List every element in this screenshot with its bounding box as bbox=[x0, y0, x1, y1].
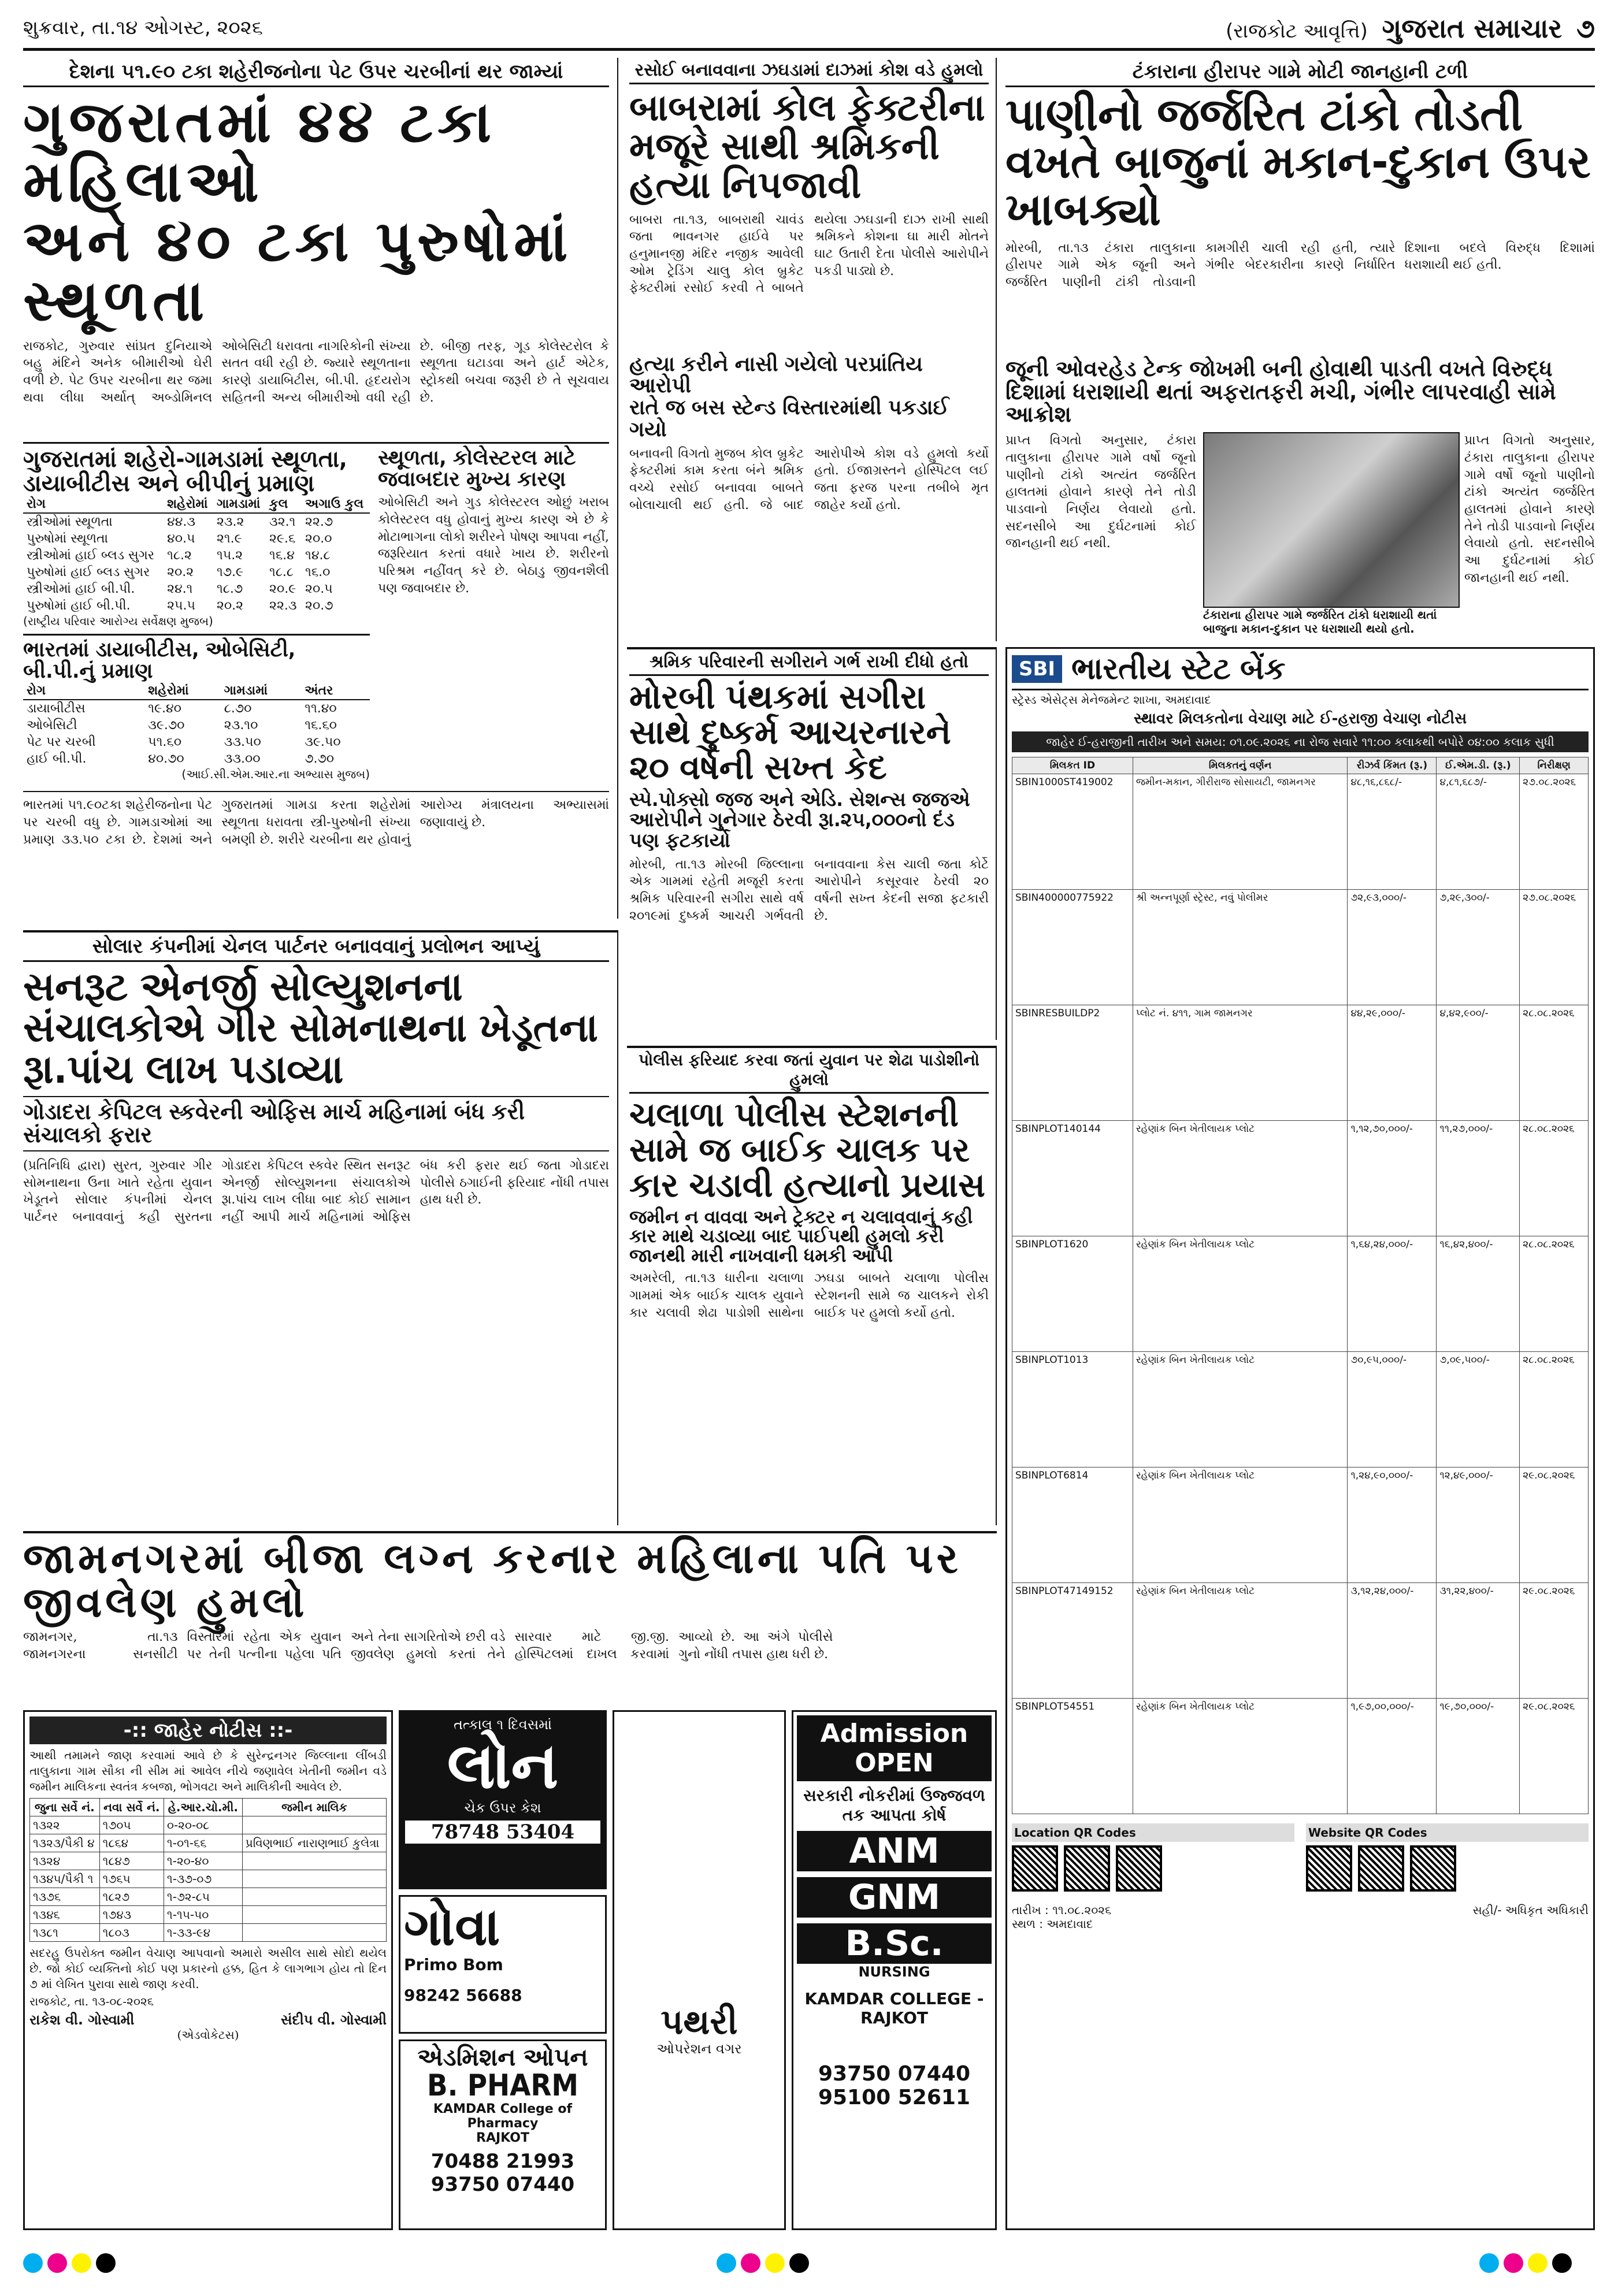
table-cell: ૧૬.૦ bbox=[305, 564, 331, 579]
table-cell: ૭,૨૯,૩૦૦/- bbox=[1437, 889, 1520, 1005]
obesity-headline-1: ગુજરાતમાં ૪૪ ટકા મહિલાઓ bbox=[23, 90, 496, 215]
notice-signatory-2: સંદીપ વી. ગોસ્વામી bbox=[281, 2012, 387, 2028]
registration-marks-left bbox=[23, 2253, 254, 2282]
cyan-dot bbox=[1479, 2253, 1499, 2273]
solar-article bbox=[23, 930, 618, 1525]
table-cell: ૨૭.૦૮.૨૦૨૬ bbox=[1520, 889, 1589, 1005]
table-cell: ૧૪.૮ bbox=[305, 548, 331, 563]
registration-marks-center bbox=[717, 2253, 948, 2282]
table-cell: SBIN400000775922 bbox=[1012, 889, 1133, 1005]
table-cell bbox=[242, 1852, 386, 1870]
sbi-notice bbox=[1005, 647, 1595, 2230]
pharmacy-ad-phone-1[interactable]: 70488 21993 bbox=[431, 2149, 575, 2173]
solar-body: (પ્રતિનિધિ દ્વારા) સુરત, ગુરુવાર ગીર સોમનાથના ઉના ખાતે રહેતા યુવાન ખેડૂતને સોલાર કંપનીમાં ચેનલ પાર્ટનર બનાવવાનું કહી સુરતના ગોડાદરા કેપિટલ સ્કવેર સ્થિત સનરૂટ એનર્જી સોલ્યુશનના સંચાલકોએ રૂા.પાંચ લાખ લીધા બાદ કોઈ સામાન નહીં આપી માર્ચ મહિનામાં ઓફિસ બંધ કરી ફરાર થઈ જતા ગોડાદરા પોલીસે ઠગાઈની ફરિયાદ નોંધી તપાસ હાથ ધરી છે. bbox=[23, 1158, 609, 1225]
notice-intro: આથી તમામને જાણ કરવામાં આવે છે કે સુરેન્દ્રનગર જિલ્લાના લીંબડી તાલુકાના ગામ સૌકા ની સીમ માં આવેલ નીચે જણાવેલ ખેતીની જમીન વડે જમીન માલિકના સ્વતંત્ર કબજા, ભોગવટા અને માલિકીની આવેલ છે. bbox=[29, 1748, 387, 1793]
obesity-kicker: દેશના ૫૧.૯૦ ટકા શહેરીજનોના પેટ ઉપર ચરબીનાં થર જામ્યાં bbox=[23, 58, 609, 87]
table-cell: ૧૮૬૪ bbox=[99, 1834, 164, 1852]
babra-sub-2: રાતે જ બસ સ્ટેન્ડ વિસ્તારમાંથી પકડાઈ ગયો bbox=[629, 396, 949, 441]
table-cell: જમીન-મકાન, ગીરીરાજ સોસાયટી, જામનગર bbox=[1133, 774, 1348, 889]
table-cell: ૧૯.૪૦ bbox=[148, 701, 181, 716]
table-cell: ૧૩૮૧ bbox=[30, 1924, 100, 1942]
table-cell: ૩૧,૨૨,૪૦૦/- bbox=[1437, 1582, 1520, 1698]
loan-ad[interactable] bbox=[399, 1710, 607, 1889]
issue-date: શુક્રવાર, તા.૧૪ ઓગસ્ટ, ૨૦૨૬ bbox=[23, 16, 263, 39]
nursing-ad-course-bsc-sub: NURSING bbox=[858, 1964, 930, 1980]
loan-ad-title: લોન bbox=[447, 1729, 559, 1803]
column-header: અંતર bbox=[301, 682, 370, 700]
table-row bbox=[23, 717, 370, 734]
nursing-ad-phone-1[interactable]: 93750 07440 bbox=[818, 2062, 971, 2086]
obesity-body: રાજકોટ, ગુરુવાર સાંપ્રત દુનિયાએ બહુ મંદિને અનેક બીમારીઓ ઘેરી વળી છે. પેટ ઉપર ચરબીના થર જમા થવા લીધા અર્થાત્ અબ્ડોમિનલ ઓબેસિટી ધરાવતા નાગરિકોની સંખ્યા સતત વધી રહી છે. જ્યારે સ્થૂળતાના કારણે ડાયાબિટીસ, બી.પી. હૃદયરોગ સહિતની અન્ય બીમારીઓ વધી રહી છે. બીજી તરફ, ગૂડ કોલેસ્ટરોલ કે સ્થૂળતા ઘટાડવા અને હાર્ટ એટેક, સ્ટ્રોકથી બચવા જરૂરી છે તે સૂચવાય છે. bbox=[23, 339, 609, 405]
black-dot bbox=[96, 2253, 116, 2273]
table-cell: સ્ત્રીઓમાં હાઈ બી.પી. bbox=[27, 581, 135, 596]
table-cell: ૧૩૨૩/પૈકી ૪ bbox=[30, 1834, 100, 1852]
column-header: ગામડામાં bbox=[221, 682, 301, 700]
nursing-ad-open: Admission OPEN bbox=[797, 1715, 992, 1781]
jamnagar-article bbox=[23, 1531, 997, 1704]
sbi-logo: SBI bbox=[1012, 655, 1062, 683]
table-row bbox=[1012, 1120, 1589, 1236]
column-header: રોગ bbox=[23, 496, 164, 513]
nursing-ad[interactable] bbox=[792, 1710, 997, 2230]
table-cell: ૨૧.૯ bbox=[216, 531, 242, 546]
sbi-website-qr-title: Website QR Codes bbox=[1306, 1823, 1589, 1842]
sbi-location-qr-title: Location QR Codes bbox=[1012, 1823, 1294, 1842]
tankara-body-3: પ્રાપ્ત વિગતો અનુસાર, ટંકારા તાલુકાના હીરાપર ગામે વર્ષો જૂનો પાણીનો ટાંકો અત્યંત જર્જરિત હાલતમાં હોવાને કારણે તેને તોડી પાડવાનો નિર્ણય લેવાયો હતો. સદનસીબે આ દુર્ઘટનામાં કોઈ જાનહાની થઈ નથી. bbox=[1464, 433, 1595, 585]
table-cell: હાઈ બી.પી. bbox=[27, 752, 87, 767]
table-cell: ૩,૧૨,૨૪,૦૦૦/- bbox=[1348, 1582, 1437, 1698]
sbi-date: તારીખ : ૧૧.૦૮.૨૦૨૬ bbox=[1012, 1903, 1112, 1917]
table-cell: ૧૬,૪૨,૪૦૦/- bbox=[1437, 1236, 1520, 1351]
table-cell: ૨૪.૧ bbox=[167, 581, 193, 596]
table-cell: ૨૯.૬ bbox=[269, 531, 296, 546]
table-cell: ૨૦.૯ bbox=[269, 581, 296, 596]
sbi-date-line: જાહેર ઈ-હરાજીની તારીખ અને સમય: ૦૧.૦૯.૨૦૨૬ ના રોજ સવારે ૧૧:૦૦ કલાકથી બપોરે ૦૪:૦૦ કલાક સુધી bbox=[1012, 731, 1589, 752]
india-stats-title: ભારતમાં ડાયાબીટીસ, ઓબેસિટી, બી.પી.નું પ્રમાણ bbox=[23, 634, 370, 683]
table-cell: ૩૯.૫૦ bbox=[305, 735, 341, 750]
table-cell: ૨૩.૧૦ bbox=[224, 718, 258, 733]
table-cell: ૧,૧૨,૭૦,૦૦૦/- bbox=[1348, 1120, 1437, 1236]
nursing-ad-college: KAMDAR COLLEGE - RAJKOT bbox=[804, 1989, 984, 2027]
sbi-place: સ્થળ : અમદાવાદ bbox=[1012, 1916, 1093, 1931]
nursing-ad-course-bsc: B.Sc. bbox=[797, 1923, 992, 1964]
table-cell: SBINPLOT1013 bbox=[1012, 1351, 1133, 1467]
table-row bbox=[30, 1888, 387, 1906]
tankara-photo bbox=[1203, 432, 1460, 608]
table-cell: ૨૮.૦૮.૨૦૨૬ bbox=[1520, 1005, 1589, 1120]
table-cell: SBINPLOT140144 bbox=[1012, 1120, 1133, 1236]
notice-table bbox=[29, 1798, 387, 1942]
table-cell: પ્લોટ નં. ૪૧૧, ગામ જામનગર bbox=[1133, 1005, 1348, 1120]
table-cell: ૧,૨૪,૯૦,૦૦૦/- bbox=[1348, 1467, 1437, 1582]
table-cell bbox=[242, 1924, 386, 1942]
table-row bbox=[23, 751, 370, 767]
sbi-branch: સ્ટ્રેસ્ડ એસેટ્સ મેનેજમેન્ટ શાખા, અમદાવાદ bbox=[1012, 692, 1211, 707]
table-cell: ૪,૮૧,૬૮૭/- bbox=[1437, 774, 1520, 889]
table-cell: SBINPLOT6814 bbox=[1012, 1467, 1133, 1582]
column-header: હે.આર.ચો.મી. bbox=[164, 1799, 242, 1816]
table-row bbox=[30, 1906, 387, 1924]
table-cell: ૧૬.૪ bbox=[269, 548, 295, 563]
table-cell: પુરુષોમાં સ્થૂળતા bbox=[27, 531, 109, 546]
babra-sub-1: હત્યા કરીને નાસી ગયેલો પરપ્રાંતિય આરોપી bbox=[629, 352, 923, 398]
morbi-article bbox=[627, 647, 997, 1040]
table-cell: ૧૭૪૩ bbox=[99, 1906, 164, 1924]
gujarat-stats bbox=[23, 447, 370, 783]
column-header: નવા સર્વે નં. bbox=[99, 1799, 164, 1816]
table-cell: ૧૮૪૭ bbox=[99, 1852, 164, 1870]
table-row bbox=[1012, 1005, 1589, 1120]
india-stats-note: (આઈ.સી.એમ.આર.ના અભ્યાસ મુજબ) bbox=[181, 767, 370, 782]
table-cell: ૧,૯૭,૦૦,૦૦૦/- bbox=[1348, 1698, 1437, 1814]
table-cell: ૧૫.૨ bbox=[216, 548, 243, 563]
nursing-ad-course-anm: ANM bbox=[797, 1831, 992, 1871]
gujarat-stats-table bbox=[23, 496, 370, 614]
table-row bbox=[1012, 1351, 1589, 1467]
table-cell: ૨૦.૦ bbox=[305, 531, 332, 546]
goa-ad-phone[interactable]: 98242 56688 bbox=[404, 1985, 522, 2005]
table-row bbox=[23, 734, 370, 751]
table-cell: ૨૩.૨ bbox=[216, 514, 244, 529]
magenta-dot bbox=[741, 2253, 760, 2273]
column-header: અગાઉ કુલ bbox=[302, 496, 370, 513]
website-qr-code[interactable] bbox=[1358, 1845, 1404, 1892]
table-cell: ૨૮.૦૮.૨૦૨૬ bbox=[1520, 1120, 1589, 1236]
goa-ad-title: ગોવા bbox=[404, 1897, 500, 1957]
table-row bbox=[30, 1834, 387, 1852]
table-cell bbox=[242, 1816, 386, 1834]
notice-footer: સદરહુ ઉપરોક્ત જમીન વેચાણ આપવાનો અમારો અસીલ સાથે સોદો થયેલ છે. જો કોઈ વ્યક્તિનો કોઈ પણ પ્રકારનો હક્ક, હિત કે લાગભાગ હોય તો દિન ૭ માં લેખિત પુરાવા સાથે જાણ કરવી. bbox=[29, 1946, 387, 1991]
table-row bbox=[1012, 889, 1589, 1005]
yellow-dot bbox=[72, 2253, 91, 2273]
table-cell: ૨૨.૩ bbox=[269, 598, 297, 613]
loan-ad-phone[interactable]: 78748 53404 bbox=[405, 1821, 600, 1844]
table-cell: ઓબેસિટી bbox=[27, 718, 77, 733]
black-dot bbox=[1552, 2253, 1572, 2273]
table-cell: ૩૯.૭૦ bbox=[148, 718, 185, 733]
table-cell: ૮.૭૦ bbox=[224, 701, 252, 716]
table-cell: રહેણાંક બિન ખેતીલાયક પ્લોટ bbox=[1133, 1582, 1348, 1698]
notice-title: -:: જાહેર નોટીસ ::- bbox=[29, 1717, 387, 1744]
table-cell: ૧-૭૨-૮૫ bbox=[164, 1888, 242, 1906]
table-cell: ૩૩.૫૦ bbox=[224, 735, 261, 750]
pharmacy-ad-course: B. PHARM bbox=[427, 2068, 578, 2104]
table-cell: SBINPLOT54551 bbox=[1012, 1698, 1133, 1814]
location-qr-code[interactable] bbox=[1116, 1845, 1162, 1892]
column-header: મિલકતનું વર્ણન bbox=[1133, 757, 1348, 774]
column-header: ગામડામાં bbox=[213, 496, 266, 513]
table-cell: ૨૨.૭ bbox=[305, 514, 333, 529]
pharmacy-ad[interactable] bbox=[399, 2039, 607, 2230]
table-cell: ૧-૩૩-૯૪ bbox=[164, 1924, 242, 1942]
india-stats-table bbox=[23, 682, 370, 767]
pathri-ad-title: પથરી bbox=[660, 2002, 738, 2042]
table-cell: ૧-૨૦-૪૦ bbox=[164, 1852, 242, 1870]
table-cell: રહેણાંક બિન ખેતીલાયક પ્લોટ bbox=[1133, 1698, 1348, 1814]
table-cell: રહેણાંક બિન ખેતીલાયક પ્લોટ bbox=[1133, 1351, 1348, 1467]
solar-kicker: સોલાર કંપનીમાં ચેનલ પાર્ટનર બનાવવાનું પ્રલોભન આપ્યું bbox=[23, 932, 609, 962]
table-row bbox=[30, 1816, 387, 1834]
morbi-subhead: સ્પે.પોક્સો જજ અને એડિ. સેશન્સ જજએ આરોપીને ગુનેગાર ઠેરવી રૂા.૨૫,૦૦૦નો દંડ પણ ફટકાર્યો bbox=[629, 787, 970, 853]
table-row bbox=[1012, 774, 1589, 889]
tankara-article bbox=[1005, 58, 1595, 641]
table-cell: ૧૮૨૭ bbox=[99, 1888, 164, 1906]
tankara-body: મોરબી, તા.૧૩ ટંકારા તાલુકાના હીરાપર ગામે એક જૂની અને જર્જરિત પાણીની ટાંકી તોડવાની કામગીરી ચાલી રહી હતી, ત્યારે ગંભીર બેદરકારીના કારણે નિર્ધારિત દિશાના બદલે વિરુદ્ધ દિશામાં ધરાશાયી થઈ હતી. bbox=[1005, 240, 1595, 290]
obesity-body-2: ભારતમાં ૫૧.૯૦ટકા શહેરીજનોના પેટ પર ચરબી વધુ છે. ગામડાઓમાં આ પ્રમાણ ૩૩.૫૦ ટકા છે. દેશમાં અને ગુજરાતમાં ગામડા કરતા શહેરોમાં સ્થૂળતા ધરાવતા સ્ત્રી-પુરુષોની સંખ્યા બમણી છે. શરીરે ચરબીના થર હોવાનું આરોગ્ય મંત્રાલયના અભ્યાસમાં જણાવાયું છે. bbox=[23, 791, 609, 919]
cyan-dot bbox=[717, 2253, 736, 2273]
table-cell: સ્ત્રીઓમાં હાઈ બ્લડ સુગર bbox=[27, 548, 155, 563]
table-cell: ૧૮.૨ bbox=[167, 548, 192, 563]
table-cell: ૨૦.૫ bbox=[305, 581, 333, 596]
babra-headline: બાબરામાં કોલ ફેક્ટરીના મજૂરે સાથી શ્રમિકની હત્યા નિપજાવી bbox=[629, 87, 985, 207]
column-header: કુલ bbox=[266, 496, 302, 513]
chalala-article bbox=[627, 1046, 997, 1525]
table-cell: SBINPLOT47149152 bbox=[1012, 1582, 1133, 1698]
nursing-ad-line: સરકારી નોકરીમાં ઉજ્જવળ તક આપતા કોર્ષ bbox=[803, 1786, 985, 1825]
paper-title bbox=[1226, 13, 1595, 45]
column-header: શહેરોમાં bbox=[144, 682, 221, 700]
loan-ad-sub: ચેક ઉપર કેશ bbox=[464, 1799, 541, 1816]
table-cell: ૧,૬૪,૨૪,૦૦૦/- bbox=[1348, 1236, 1437, 1351]
tankara-caption: ટંકારાના હીરાપર ગામે જર્જરિત ટાંકો ધરાશાયી થતાં બાજુના મકાન-દુકાન પર ધરાશાયી થયો હતો. bbox=[1203, 608, 1437, 636]
table-row bbox=[23, 597, 370, 614]
magenta-dot bbox=[47, 2253, 67, 2273]
pharmacy-ad-city: RAJKOT bbox=[476, 2130, 529, 2145]
table-cell: ૧૧.૪૦ bbox=[305, 701, 337, 716]
pharmacy-ad-phone-2[interactable]: 93750 07440 bbox=[431, 2172, 575, 2196]
obesity-side-head: સ્થૂળતા, કોલેસ્ટરલ માટે જવાબદાર મુખ્ય કારણ bbox=[378, 445, 576, 492]
masthead bbox=[23, 10, 1595, 51]
table-cell bbox=[242, 1906, 386, 1924]
chalala-kicker: પોલીસ ફરિયાદ કરવા જતાં યુવાન પર શેઢા પાડોશીનો હુમલો bbox=[629, 1048, 989, 1094]
cyan-dot bbox=[23, 2253, 43, 2273]
table-row bbox=[23, 564, 370, 581]
obesity-article bbox=[23, 58, 618, 919]
table-cell: ૧૭૦૫ bbox=[99, 1816, 164, 1834]
column-header: જમીન માલિક bbox=[242, 1799, 386, 1816]
table-row bbox=[1012, 1582, 1589, 1698]
table-row bbox=[23, 581, 370, 597]
table-cell: ૨૮.૦૮.૨૦૨૬ bbox=[1520, 1351, 1589, 1467]
table-cell: ૨૭.૦૮.૨૦૨૬ bbox=[1520, 774, 1589, 889]
babra-kicker: રસોઈ બનાવવાના ઝઘડામાં દાઝમાં કોશ વડે હુમલો bbox=[629, 58, 989, 84]
table-cell: ૧૧,૨૭,૦૦૦/- bbox=[1437, 1120, 1520, 1236]
table-cell: ૨૦.૭ bbox=[305, 598, 333, 613]
notice-signatory-1: રાકેશ વી. ગોસ્વામી bbox=[29, 2012, 135, 2028]
black-dot bbox=[789, 2253, 809, 2273]
location-qr-code[interactable] bbox=[1012, 1845, 1058, 1892]
jamnagar-headline: જામનગરમાં બીજા લગ્ન કરનાર મહિલાના પતિ પર જીવલેણ હુમલો bbox=[23, 1534, 962, 1626]
column-header: મિલકત ID bbox=[1012, 757, 1133, 774]
column-header: શહેરોમાં bbox=[164, 496, 213, 513]
solar-subhead: ગોડાદરા કેપિટલ સ્કવેરની ઓફિસ માર્ચ મહિનામાં બંધ કરી સંચાલકો ફરાર bbox=[23, 1096, 609, 1151]
sbi-name: ભારતીય સ્ટેટ બેંક bbox=[1071, 652, 1286, 686]
table-row bbox=[23, 513, 370, 530]
table-cell: SBINPLOT1620 bbox=[1012, 1236, 1133, 1351]
notice-date: રાજકોટ, તા. ૧૩-૦૮-૨૦૨૬ bbox=[29, 1994, 154, 2008]
morbi-body: મોરબી, તા.૧૩ મોરબી જિલ્લાના એક ગામમાં રહેતી મજૂરી કરતા શ્રમિક પરિવારની સગીરા સાથે વર્ષ ૨૦૧૯માં દુષ્કર્મ આચરી ગર્ભવતી બનાવવાના કેસ ચાલી જતા કોર્ટે આરોપીને કસૂરવાર ઠેરવી ૨૦ વર્ષની સખ્ત કેદની સજા ફટકારી છે. bbox=[629, 857, 989, 923]
table-cell: ૨૮.૦૮.૨૦૨૬ bbox=[1520, 1236, 1589, 1351]
table-cell: ૦-૨૦-૦૮ bbox=[164, 1816, 242, 1834]
table-cell: ૪૪.૩ bbox=[167, 514, 196, 529]
chalala-headline: ચલાળા પોલીસ સ્ટેશનની સામે જ બાઈક ચાલક પર કાર ચડાવી હત્યાનો પ્રયાસ bbox=[629, 1095, 986, 1205]
column-header: રોગ bbox=[23, 682, 144, 700]
tankara-headline: પાણીનો જર્જરિત ટાંકો તોડતી વખતે બાજુનાં મકાન-દુકાન ઉપર ખાબક્યો bbox=[1005, 89, 1591, 236]
column-header: જુના સર્વે નં. bbox=[30, 1799, 100, 1816]
nursing-ad-course-gnm: GNM bbox=[797, 1877, 992, 1918]
table-row bbox=[1012, 1467, 1589, 1582]
edition: (રાજકોટ આવૃત્તિ) bbox=[1226, 20, 1368, 43]
table-cell: ૨૫.૫ bbox=[167, 598, 195, 613]
table-cell: ૨૦.૨ bbox=[216, 598, 244, 613]
goa-ad-brand: Primo Bom bbox=[404, 1955, 503, 1974]
pharmacy-ad-head: એડમિશન ઓપન bbox=[417, 2043, 588, 2071]
table-cell: ૧૩૪૬ bbox=[30, 1906, 100, 1924]
table-cell: શ્રી અન્નપૂર્ણા સ્ટ્રેસ્ટ, નવું પોલીમર bbox=[1133, 889, 1348, 1005]
obesity-headline-2: અને ૪૦ ટકા પુરુષોમાં સ્થૂળતા bbox=[23, 208, 573, 334]
table-cell: ૧૭૬૫ bbox=[99, 1870, 164, 1888]
table-cell: ૪૮,૧૬,૮૬૮/- bbox=[1348, 774, 1437, 889]
sbi-table bbox=[1012, 757, 1589, 1814]
table-cell: ૭,૦૯,૫૦૦/- bbox=[1437, 1351, 1520, 1467]
table-row bbox=[30, 1870, 387, 1888]
pharmacy-ad-college: KAMDAR College of Pharmacy bbox=[433, 2101, 573, 2131]
table-cell: રહેણાંક બિન ખેતીલાયક પ્લોટ bbox=[1133, 1467, 1348, 1582]
table-cell: ૧૯,૭૦,૦૦૦/- bbox=[1437, 1698, 1520, 1814]
morbi-headline: મોરબી પંથકમાં સગીરા સાથે દુષ્કર્મ આચરનારને ૨૦ વર્ષની સખ્ત કેદ bbox=[629, 677, 951, 787]
table-cell: ૧૮.૮ bbox=[269, 564, 294, 579]
table-cell: પ્રવિણભાઈ નારાણભાઈ કુલેત્રા bbox=[242, 1834, 386, 1852]
table-cell: ૧-૧૫-૫૦ bbox=[164, 1906, 242, 1924]
table-cell: રહેણાંક બિન ખેતીલાયક પ્લોટ bbox=[1133, 1236, 1348, 1351]
jamnagar-body: જામનગર, તા.૧૩ જામનગરના સનસીટી વિસ્તારમાં રહેતા એક યુવાન પર તેની પત્નીના પહેલા પતિ અને તેના સાગરિતોએ છરી વડે જીવલેણ હુમલો કરતાં તેને સારવાર માટે જી.જી. હોસ્પિટલમાં દાખલ કરવામાં આવ્યો છે. આ અંગે પોલીસે ગુનો નોંધી તપાસ હાથ ધરી છે. bbox=[23, 1630, 833, 1662]
table-cell: ૪૪,૨૯,૦૦૦/- bbox=[1348, 1005, 1437, 1120]
table-cell: ૧૩૨૪ bbox=[30, 1852, 100, 1870]
column-header: રીઝર્વ કિંમત (રૂ.) bbox=[1348, 757, 1437, 774]
table-cell: ૧૮.૭ bbox=[216, 581, 243, 596]
paper-name: ગુજરાત સમાચાર bbox=[1382, 13, 1563, 44]
classifieds-ad[interactable] bbox=[613, 1710, 786, 2230]
table-cell: SBINRESBUILDP2 bbox=[1012, 1005, 1133, 1120]
babra-article bbox=[627, 58, 997, 641]
table-cell: ૧-૩૭-૦૭ bbox=[164, 1870, 242, 1888]
chalala-body: અમરેલી, તા.૧૩ ધારીના ચલાળા ગામમાં એક બાઈક ચાલક યુવાને કાર ચલાવી શેઢા પાડોશી સાથેના ઝઘડા બાબતે ચલાળા પોલીસ સ્ટેશનની સામે જ ચાલકને રોકી બાઈક પર હુમલો કર્યો હતો. bbox=[629, 1271, 989, 1320]
table-cell: ૩૨.૧ bbox=[269, 514, 296, 529]
table-cell: પેટ પર ચરબી bbox=[27, 735, 96, 750]
table-cell: પુરુષોમાં હાઈ બી.પી. bbox=[27, 598, 131, 613]
table-cell: ૧૨,૪૯,૦૦૦/- bbox=[1437, 1467, 1520, 1582]
website-qr-code[interactable] bbox=[1410, 1845, 1456, 1892]
table-cell: ૪૦.૫ bbox=[167, 531, 195, 546]
table-row bbox=[30, 1924, 387, 1942]
table-cell: ૨૯.૦૮.૨૦૨૬ bbox=[1520, 1467, 1589, 1582]
babra-body: બાબરા તા.૧૩, બાબરાથી ચાવંડ જતા ભાવનગર હાઈવે પર હનુમાનજી મંદિર નજીક આવેલી ઓમ ટ્રેડિંગ ચાલુ કોલ બ્રુકેટ ફેક્ટરીમાં રસોઈ કરવી તે બાબતે થયેલા ઝઘડાની દાઝ રાખી સાથી શ્રમિકને કોશના ઘા મારી મોતને ઘાટ ઉતારી દેતા પોલીસે આરોપીને પકડી પાડ્યો છે. bbox=[629, 212, 989, 296]
gujarat-stats-note: (રાષ્ટ્રીય પરિવાર આરોગ્ય સર્વેક્ષણ મુજબ) bbox=[23, 614, 213, 628]
table-cell: ૪૦.૭૦ bbox=[148, 752, 184, 767]
table-row bbox=[1012, 1698, 1589, 1814]
babra-body-2: બનાવની વિગતો મુજબ કોલ બ્રુકેટ ફેક્ટરીમાં કામ કરતા બંને શ્રમિક વચ્ચે રસોઈ બનાવવા બાબતે બોલાચાલી થઈ હતી. જે બાદ આરોપીએ કોશ વડે હુમલો કર્યો હતો. ઈજાગ્રસ્તને હોસ્પિટલ લઈ જતા ફરજ પરના તબીબે મૃત જાહેર કર્યો હતો. bbox=[629, 446, 989, 512]
website-qr-code[interactable] bbox=[1306, 1845, 1352, 1892]
table-cell: ૨૯.૦૮.૨૦૨૬ bbox=[1520, 1698, 1589, 1814]
table-cell: ૧૩૪૫/પૈકી ૧ bbox=[30, 1870, 100, 1888]
table-cell: ૭.૭૦ bbox=[305, 752, 335, 767]
goa-ad[interactable] bbox=[399, 1895, 607, 2034]
solar-headline: સનરૂટ એનર્જી સોલ્યુશનના સંચાલકોએ ગીર સોમનાથના ખેડૂતના રૂા.પાંચ લાખ પડાવ્યા bbox=[23, 964, 598, 1093]
table-cell: ૧૩૭૬ bbox=[30, 1888, 100, 1906]
location-qr-code[interactable] bbox=[1064, 1845, 1110, 1892]
table-cell: રહેણાંક બિન ખેતીલાયક પ્લોટ bbox=[1133, 1120, 1348, 1236]
sbi-auction-title: સ્થાવર મિલકતોના વેચાણ માટે ઈ-હરાજી વેચાણ નોટીસ bbox=[1133, 709, 1467, 727]
gujarat-stats-title: ગુજરાતમાં શહેરો-ગામડામાં સ્થૂળતા, ડાયાબીટીસ અને બીપીનું પ્રમાણ bbox=[23, 445, 347, 497]
table-cell: SBIN1000ST419002 bbox=[1012, 774, 1133, 889]
column-header: ઈ.એમ.ડી. (રૂ.) bbox=[1437, 757, 1520, 774]
table-cell: ૧૬.૬૦ bbox=[305, 718, 337, 733]
nursing-ad-phone-2[interactable]: 95100 52611 bbox=[818, 2086, 971, 2109]
table-cell: ૧૭.૯ bbox=[216, 564, 244, 579]
table-cell: ડાયાબીટીસ bbox=[27, 701, 86, 716]
loan-ad-top: તત્કાલ ૧ દિવસમાં bbox=[454, 1717, 552, 1733]
tankara-kicker: ટંકારાના હીરાપર ગામે મોટી જાનહાની ટળી bbox=[1005, 58, 1595, 87]
tankara-subhead: જૂની ઓવરહેડ ટેન્ક જોખમી બની હોવાથી પાડતી વખતે વિરુદ્ધ દિશામાં ધરાશાયી થતાં અફરાતફરી મચી, ગંભીર લાપરવાહી સામે આક્રોશ bbox=[1005, 355, 1556, 428]
obesity-side-text: ઓબેસિટી અને ગુડ કોલેસ્ટરલ ઓછું ખરાબ કોલેસ્ટરલ વધુ હોવાનું મુખ્ય કારણ એ છે કે મોટાભાગના લોકો શરીરને પોષણ આપવા નહીં, જરૂરિયાત કરતાં વધારે ખાય છે. શરીરનો પરિશ્રમ નહીંવત્ કરે છે. બેઠાડુ જીવનશૈલી પણ જવાબદાર છે. bbox=[378, 495, 609, 596]
table-row bbox=[30, 1852, 387, 1870]
table-row bbox=[1012, 1236, 1589, 1351]
table-cell: ૭૨,૯૩,૦૦૦/- bbox=[1348, 889, 1437, 1005]
public-notice bbox=[23, 1710, 393, 2230]
column-header: નિરીક્ષણ bbox=[1520, 757, 1589, 774]
table-cell: ૩૩.૦૦ bbox=[224, 752, 261, 767]
table-row bbox=[23, 700, 370, 717]
table-cell: સ્ત્રીઓમાં સ્થૂળતા bbox=[27, 514, 113, 529]
table-cell: ૧૩૨૨ bbox=[30, 1816, 100, 1834]
pathri-ad-sub: ઓપરેશન વગર bbox=[656, 2041, 742, 2057]
chalala-subhead: જમીન ન વાવવા અને ટ્રેક્ટર ન ચલાવવાનું કહી કાર માથે ચડાવ્યા બાદ પાઈપથી હુમલો કરી જાનથી મારી નાખવાની ધમકી આપી bbox=[629, 1205, 973, 1266]
table-cell: ૨૯.૦૮.૨૦૨૬ bbox=[1520, 1582, 1589, 1698]
registration-marks-right bbox=[1479, 2253, 1595, 2282]
sbi-officer: સહી/- અધિકૃત અધિકારી bbox=[1472, 1903, 1589, 1917]
tankara-body-2: પ્રાપ્ત વિગતો અનુસાર, ટંકારા તાલુકાના હીરાપર ગામે વર્ષો જૂનો પાણીનો ટાંકો અત્યંત જર્જરિત હાલતમાં હોવાને કારણે તેને તોડી પાડવાનો નિર્ણય લેવાયો હતો. સદનસીબે આ દુર્ઘટનામાં કોઈ જાનહાની થઈ નથી. bbox=[1005, 433, 1196, 551]
table-cell: ૨૦.૨ bbox=[167, 564, 194, 579]
page-number: ૭ bbox=[1576, 13, 1595, 44]
table-cell: ૧૮૦૩ bbox=[99, 1924, 164, 1942]
table-cell bbox=[242, 1870, 386, 1888]
yellow-dot bbox=[1528, 2253, 1548, 2273]
table-row bbox=[23, 547, 370, 564]
table-row bbox=[23, 530, 370, 547]
table-cell: ૫૧.૬૦ bbox=[148, 735, 181, 750]
notice-role: (એડવોકેટસ) bbox=[177, 2028, 239, 2042]
table-cell: ૧-૦૧-૬૬ bbox=[164, 1834, 242, 1852]
table-cell: પુરુષોમાં હાઈ બ્લડ સુગર bbox=[27, 564, 150, 579]
table-cell: ૪,૪૨,૯૦૦/- bbox=[1437, 1005, 1520, 1120]
table-cell: ૭૦,૯૫,૦૦૦/- bbox=[1348, 1351, 1437, 1467]
morbi-kicker: શ્રમિક પરિવારની સગીરાને ગર્ભ રાખી દીધો હતો bbox=[629, 649, 989, 676]
magenta-dot bbox=[1504, 2253, 1523, 2273]
table-cell bbox=[242, 1888, 386, 1906]
yellow-dot bbox=[765, 2253, 785, 2273]
